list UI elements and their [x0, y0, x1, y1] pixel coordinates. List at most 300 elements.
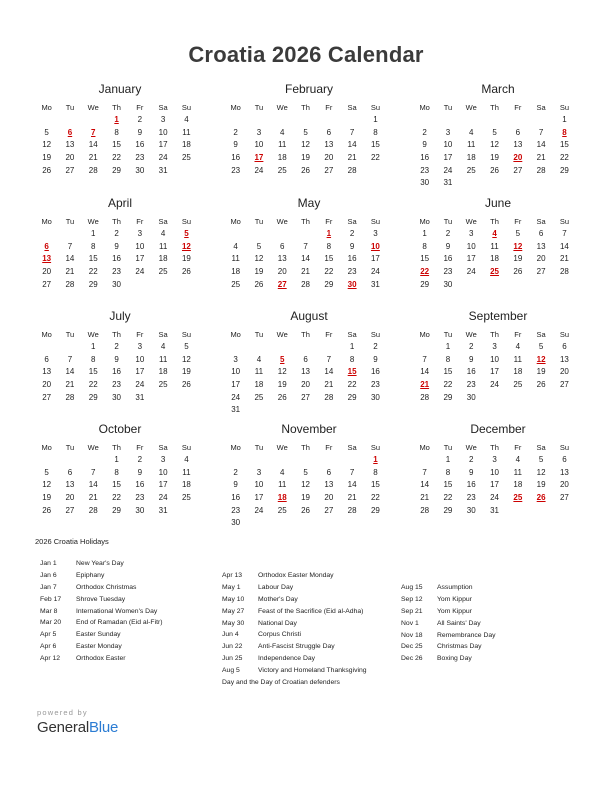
weekday-header: We [465, 443, 477, 452]
month-1 [224, 82, 394, 177]
empty-cell [271, 454, 294, 467]
day-cell: 15 [112, 140, 121, 150]
holiday-day-cell: 25 [513, 493, 523, 503]
day-cell: 30 [231, 518, 241, 528]
day-cell: 28 [420, 505, 430, 515]
holiday-row [40, 594, 163, 606]
weekday-header: Mo [230, 103, 241, 112]
month-grid [413, 215, 583, 291]
day-cell: 26 [277, 392, 287, 402]
day-cell: 5 [44, 467, 49, 477]
day-cell: 9 [137, 127, 143, 137]
month-grid [224, 441, 394, 530]
weekday-header: Mo [419, 330, 430, 339]
holiday-row [40, 558, 163, 570]
day-cell: 24 [254, 165, 264, 175]
day-cell: 8 [114, 467, 119, 477]
weekday-header: We [87, 217, 99, 226]
holiday-name: Epiphany [76, 571, 105, 579]
month-grid [224, 328, 394, 417]
day-cell: 2 [233, 127, 238, 137]
holiday-row [222, 629, 367, 641]
day-cell: 21 [88, 493, 98, 503]
day-cell: 6 [326, 127, 332, 137]
day-cell: 30 [112, 392, 121, 402]
holidays-title: 2026 Croatia Holidays [35, 537, 109, 546]
weekday-header: Th [112, 443, 121, 452]
empty-cell [224, 114, 247, 127]
holiday-name: National Day [258, 619, 297, 627]
day-cell: 9 [469, 354, 474, 364]
day-cell: 24 [443, 165, 453, 175]
empty-cell [247, 341, 270, 354]
day-cell: 1 [91, 342, 96, 351]
day-cell: 26 [536, 380, 546, 390]
weekday-header: Su [370, 330, 381, 339]
month-6 [35, 309, 205, 404]
day-cell: 4 [160, 229, 166, 238]
day-cell: 14 [65, 367, 75, 377]
day-cell: 4 [160, 342, 166, 351]
month-9 [35, 422, 205, 517]
holiday-date: Apr 12 [40, 655, 61, 663]
day-cell: 25 [181, 493, 191, 503]
holiday-row [401, 582, 496, 594]
day-cell: 22 [443, 493, 453, 503]
day-cell: 31 [370, 279, 380, 289]
day-cell: 30 [466, 505, 476, 515]
holiday-name: Easter Monday [76, 643, 122, 651]
day-cell: 20 [559, 480, 569, 490]
day-cell: 28 [347, 165, 357, 175]
holiday-row [222, 618, 367, 630]
weekday-header: Th [490, 443, 499, 452]
day-cell: 6 [44, 354, 49, 364]
weekday-header: Th [112, 330, 121, 339]
weekday-header: Sa [158, 443, 168, 452]
weekday-header: Fr [136, 103, 144, 112]
holiday-date: Aug 5 [222, 667, 240, 675]
day-cell: 19 [254, 267, 264, 277]
holiday-day-cell: 12 [536, 354, 546, 364]
day-cell: 25 [513, 380, 523, 390]
month-grid [413, 441, 583, 517]
day-cell: 20 [65, 493, 75, 503]
empty-cell [35, 454, 58, 467]
day-cell: 6 [562, 455, 567, 464]
holiday-row [40, 582, 163, 594]
empty-cell [58, 114, 81, 127]
day-cell: 30 [135, 505, 145, 515]
holiday-day-cell: 27 [277, 279, 287, 289]
holiday-row [40, 629, 163, 641]
holiday-date: Jun 25 [222, 655, 243, 663]
day-cell: 18 [158, 367, 168, 377]
day-cell: 29 [112, 505, 121, 515]
holiday-day-cell: 26 [536, 493, 546, 503]
day-cell: 27 [513, 165, 523, 175]
day-cell: 18 [158, 254, 168, 264]
holiday-row [401, 653, 496, 665]
day-cell: 25 [158, 380, 168, 390]
holiday-date: Sep 12 [401, 595, 423, 603]
holiday-day-cell: 12 [181, 241, 191, 251]
day-cell: 30 [420, 178, 430, 188]
holiday-row [40, 617, 163, 629]
day-cell: 14 [536, 140, 546, 150]
day-cell: 8 [326, 241, 332, 251]
day-cell: 6 [515, 127, 521, 137]
holiday-date: May 30 [222, 619, 245, 627]
day-cell: 25 [466, 165, 476, 175]
holiday-date: Apr 13 [222, 572, 243, 579]
holiday-name: Assumption [437, 584, 473, 591]
day-cell: 4 [515, 455, 521, 464]
day-cell: 7 [91, 467, 96, 477]
holiday-day-cell: 1 [326, 229, 332, 238]
month-name: March [481, 82, 515, 96]
day-cell: 7 [67, 354, 73, 364]
day-cell: 31 [231, 405, 241, 415]
empty-cell [58, 228, 81, 241]
day-cell: 12 [42, 480, 52, 490]
day-cell: 14 [301, 254, 310, 264]
day-cell: 14 [559, 241, 569, 251]
weekday-header: Tu [443, 443, 453, 452]
month-grid [224, 215, 394, 291]
day-cell: 9 [373, 354, 378, 364]
day-cell: 25 [254, 392, 264, 402]
holiday-name: International Women's Day [76, 607, 158, 615]
day-cell: 31 [135, 392, 145, 402]
month-name: December [470, 422, 526, 436]
day-cell: 25 [231, 279, 241, 289]
day-cell: 29 [88, 279, 98, 289]
day-cell: 12 [536, 467, 546, 477]
weekday-header: Sa [536, 103, 546, 112]
empty-cell [247, 114, 270, 127]
day-cell: 3 [373, 229, 378, 238]
month-name: May [297, 196, 321, 210]
month-8 [413, 309, 583, 404]
day-cell: 10 [135, 354, 145, 364]
day-cell: 27 [324, 165, 334, 175]
day-cell: 6 [303, 354, 308, 364]
month-name: July [109, 309, 131, 323]
weekday-header: Mo [419, 103, 430, 112]
day-cell: 20 [42, 380, 52, 390]
day-cell: 31 [443, 178, 453, 188]
empty-cell [340, 454, 363, 467]
holiday-name: Shrove Tuesday [76, 595, 126, 603]
day-cell: 10 [490, 354, 499, 364]
day-cell: 19 [513, 254, 523, 264]
holiday-row [401, 618, 496, 630]
day-cell: 4 [469, 127, 474, 137]
day-cell: 28 [88, 505, 98, 515]
day-cell: 5 [538, 342, 544, 351]
day-cell: 3 [160, 115, 166, 124]
holiday-name: Yom Kippur [437, 607, 472, 615]
day-cell: 11 [490, 241, 499, 251]
day-cell: 19 [536, 480, 546, 490]
day-cell: 7 [422, 467, 427, 477]
day-cell: 28 [65, 392, 75, 402]
day-cell: 8 [91, 241, 96, 251]
weekday-header: Su [181, 330, 192, 339]
empty-cell [58, 341, 81, 354]
day-cell: 26 [181, 380, 191, 390]
day-cell: 20 [65, 153, 75, 163]
day-cell: 16 [135, 140, 145, 150]
day-cell: 18 [181, 480, 191, 490]
day-cell: 30 [112, 279, 121, 289]
empty-cell [413, 341, 436, 354]
empty-cell [35, 228, 58, 241]
holiday-date: Jan 6 [40, 571, 57, 579]
day-cell: 30 [443, 279, 453, 289]
day-cell: 22 [112, 153, 121, 163]
holiday-name: Christmas Day [437, 643, 482, 651]
empty-cell [35, 341, 58, 354]
holiday-date: Dec 25 [401, 643, 423, 651]
day-cell: 3 [137, 342, 143, 351]
weekday-header: Sa [536, 330, 546, 339]
empty-cell [317, 454, 340, 467]
holiday-name-continued: Day and the Day of Croatian defenders [222, 679, 340, 687]
holiday-name: Orthodox Easter [76, 655, 126, 663]
day-cell: 4 [233, 241, 238, 251]
holiday-date: May 27 [222, 607, 245, 615]
holiday-date: May 10 [222, 595, 245, 603]
day-cell: 1 [562, 115, 567, 124]
day-cell: 16 [370, 367, 380, 377]
day-cell: 15 [370, 480, 380, 490]
holiday-name: Victory and Homeland Thanksgiving [258, 667, 367, 675]
day-cell: 15 [443, 480, 453, 490]
weekday-header: We [465, 103, 477, 112]
holiday-name: End of Ramadan (Eid al-Fitr) [76, 619, 163, 627]
holiday-row [40, 606, 163, 618]
weekday-header: Fr [136, 217, 144, 226]
day-cell: 11 [467, 140, 476, 150]
holiday-day-cell: 1 [114, 115, 119, 124]
day-cell: 13 [513, 140, 523, 150]
day-cell: 5 [256, 241, 262, 251]
weekday-header: Th [301, 217, 310, 226]
day-cell: 2 [137, 115, 143, 124]
day-cell: 11 [513, 467, 522, 477]
month-name: November [281, 422, 337, 436]
holiday-name: Orthodox Easter Monday [258, 572, 334, 579]
month-grid [35, 215, 205, 291]
day-cell: 26 [42, 165, 52, 175]
day-cell: 2 [373, 342, 378, 351]
day-cell: 17 [466, 254, 476, 264]
weekday-header: Fr [514, 103, 522, 112]
day-cell: 24 [158, 493, 168, 503]
day-cell: 14 [65, 254, 75, 264]
day-cell: 20 [536, 254, 546, 264]
day-cell: 16 [466, 367, 476, 377]
holiday-day-cell: 6 [44, 241, 49, 251]
holiday-date: Mar 20 [40, 619, 62, 627]
day-cell: 21 [559, 254, 569, 264]
day-cell: 8 [373, 127, 378, 137]
day-cell: 19 [42, 493, 52, 503]
day-cell: 1 [445, 455, 451, 464]
holiday-date: Jan 1 [40, 560, 57, 567]
day-cell: 6 [538, 229, 544, 238]
day-cell: 20 [42, 267, 52, 277]
day-cell: 3 [233, 354, 238, 364]
holiday-day-cell: 17 [254, 153, 264, 163]
day-cell: 1 [91, 229, 96, 238]
weekday-header: Su [370, 217, 381, 226]
day-cell: 12 [301, 140, 310, 150]
empty-cell [294, 341, 317, 354]
empty-cell [247, 454, 270, 467]
day-cell: 21 [88, 153, 98, 163]
empty-cell [413, 114, 436, 127]
weekday-header: Mo [230, 330, 241, 339]
day-cell: 28 [347, 505, 357, 515]
day-cell: 10 [254, 140, 264, 150]
day-cell: 17 [490, 480, 499, 490]
day-cell: 5 [44, 127, 49, 137]
day-cell: 27 [301, 392, 310, 402]
weekday-header: Tu [254, 443, 264, 452]
day-cell: 28 [65, 279, 75, 289]
holiday-date: Apr 5 [40, 631, 57, 639]
month-grid [35, 441, 205, 517]
empty-cell [529, 114, 552, 127]
empty-cell [224, 228, 247, 241]
day-cell: 1 [114, 455, 119, 464]
day-cell: 29 [559, 165, 569, 175]
weekday-header: Su [370, 103, 381, 112]
weekday-header: Su [181, 443, 192, 452]
day-cell: 9 [469, 467, 474, 477]
day-cell: 24 [254, 505, 264, 515]
day-cell: 16 [443, 254, 453, 264]
day-cell: 5 [303, 127, 308, 137]
day-cell: 3 [445, 127, 451, 137]
weekday-header: Tu [65, 217, 75, 226]
day-cell: 28 [301, 279, 310, 289]
day-cell: 23 [135, 493, 145, 503]
day-cell: 14 [88, 140, 98, 150]
month-0 [35, 82, 205, 177]
day-cell: 8 [114, 127, 119, 137]
day-cell: 9 [114, 354, 119, 364]
weekday-header: Mo [41, 330, 52, 339]
weekday-header: Tu [254, 103, 264, 112]
weekday-header: Mo [41, 103, 52, 112]
day-cell: 28 [324, 392, 334, 402]
day-cell: 7 [562, 229, 567, 238]
month-7 [224, 309, 394, 417]
day-cell: 8 [445, 467, 451, 477]
day-cell: 4 [280, 127, 285, 137]
holiday-day-cell: 15 [347, 367, 357, 377]
day-cell: 20 [559, 367, 569, 377]
day-cell: 19 [181, 367, 191, 377]
day-cell: 23 [370, 380, 380, 390]
day-cell: 3 [492, 455, 497, 464]
weekday-header: Fr [325, 103, 333, 112]
weekday-header: Tu [443, 330, 453, 339]
weekday-header: We [276, 443, 288, 452]
weekday-header: We [87, 103, 99, 112]
empty-cell [247, 228, 270, 241]
holiday-date: Dec 26 [401, 655, 423, 663]
day-cell: 12 [181, 354, 191, 364]
day-cell: 13 [277, 254, 287, 264]
day-cell: 17 [370, 254, 380, 264]
empty-cell [317, 341, 340, 354]
day-cell: 11 [278, 140, 287, 150]
weekday-header: Fr [325, 330, 333, 339]
day-cell: 4 [280, 467, 285, 477]
day-cell: 21 [420, 493, 430, 503]
empty-cell [294, 228, 317, 241]
month-3 [35, 196, 205, 291]
weekday-header: Tu [443, 103, 453, 112]
holiday-day-cell: 21 [420, 380, 430, 390]
weekday-header: Th [490, 217, 499, 226]
day-cell: 10 [158, 467, 168, 477]
weekday-header: Sa [158, 103, 168, 112]
day-cell: 13 [65, 140, 75, 150]
day-cell: 17 [158, 480, 168, 490]
holiday-column-3 [401, 582, 496, 665]
day-cell: 3 [160, 455, 166, 464]
month-grid [224, 101, 394, 177]
holiday-name: Easter Sunday [76, 631, 121, 639]
day-cell: 15 [420, 254, 430, 264]
weekday-header: Sa [158, 217, 168, 226]
day-cell: 17 [135, 254, 145, 264]
holiday-day-cell: 10 [370, 241, 380, 251]
day-cell: 29 [112, 165, 121, 175]
weekday-header: Tu [254, 217, 264, 226]
weekday-header: Mo [419, 217, 430, 226]
holiday-column-2 [222, 570, 367, 689]
weekday-header: Su [559, 103, 570, 112]
weekday-header: We [276, 330, 288, 339]
day-cell: 30 [466, 392, 476, 402]
day-cell: 20 [277, 267, 287, 277]
day-cell: 4 [515, 342, 521, 351]
day-cell: 11 [231, 254, 240, 264]
holiday-row [222, 594, 367, 606]
day-cell: 6 [326, 467, 332, 477]
day-cell: 8 [373, 467, 378, 477]
empty-cell [506, 114, 529, 127]
day-cell: 24 [135, 380, 145, 390]
day-cell: 1 [349, 342, 355, 351]
day-cell: 14 [88, 480, 98, 490]
holiday-row [222, 570, 367, 582]
day-cell: 21 [301, 267, 310, 277]
day-cell: 16 [112, 254, 121, 264]
weekday-header: Sa [536, 443, 546, 452]
day-cell: 1 [445, 342, 451, 351]
day-cell: 17 [443, 153, 453, 163]
brand-name-part2: Blue [88, 719, 119, 736]
day-cell: 23 [466, 493, 476, 503]
